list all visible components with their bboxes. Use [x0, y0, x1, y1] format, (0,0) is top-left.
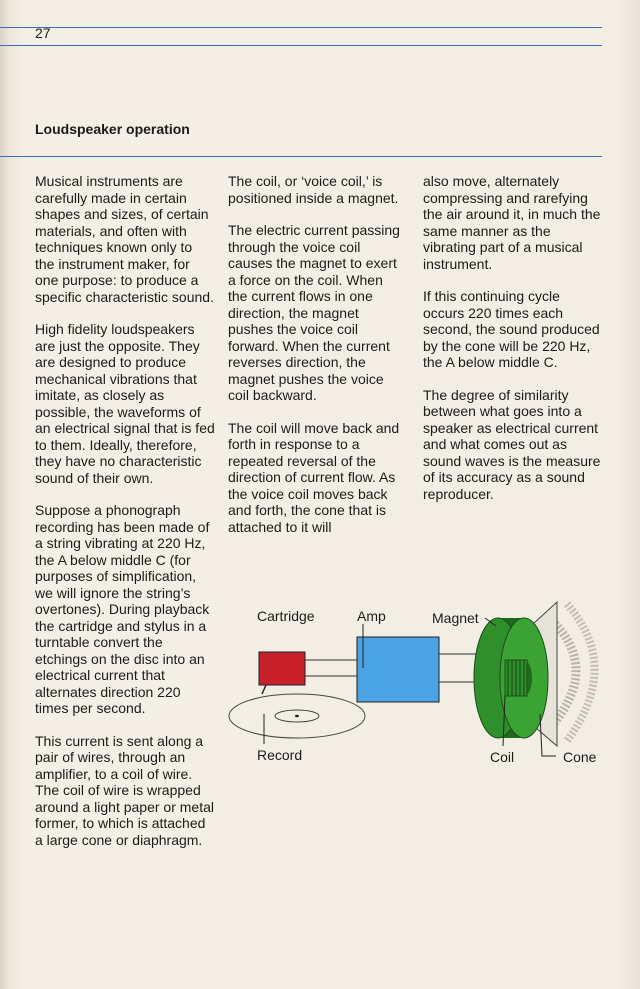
- loudspeaker-diagram: [222, 596, 612, 776]
- title-rule: [0, 156, 602, 157]
- paragraph: The degree of similarity between what goes into a speaker as electrical current and what comes out as sound waves is the measure of its accuracy as a sound reproducer.: [423, 386, 601, 502]
- label-cone: Cone: [563, 749, 597, 765]
- label-record: Record: [257, 747, 303, 763]
- label-cartridge: Cartridge: [257, 608, 315, 624]
- record-disc: [229, 694, 365, 738]
- text-column-2: [228, 173, 406, 551]
- header-rule: [0, 45, 602, 46]
- stylus: [262, 685, 266, 694]
- paragraph: The electric current passing through the voice coil causes the magnet to exert a force on the coil. When the current flows in one direction, the magnet pushes the voice coil forward. When the current reverses direction, the magnet pushes the voice coil backward.: [228, 222, 400, 403]
- paragraph: High fidelity loudspeakers are just the opposite. They are designed to produce mechanical vibrations that imitate, as closely as possible, the waveforms of an electrical signal that is fed to them. Ideally, therefore, they have no characteristic sound of their own.: [35, 321, 215, 486]
- paragraph: The coil, or ‘voice coil,’ is positioned inside a magnet.: [228, 173, 399, 206]
- text-column-3: [423, 173, 601, 518]
- top-rule: [0, 27, 602, 28]
- paragraph: also move, alternately compressing and rarefying the air around it, in much the same manner as the vibrating part of a musical instrument.: [423, 173, 601, 272]
- paragraph: Suppose a phonograph recording has been made of a string vibrating at 220 Hz, the A below middle C (for purposes of simplification, we will ignore the string’s overtones). During playback the cartridge and stylus in a turntable convert the etchings on the disc into an electrical current that alternates direction 220 times per second.: [35, 502, 210, 716]
- amp-block: [357, 637, 439, 702]
- voice-coil: [505, 660, 527, 696]
- label-coil: Coil: [490, 749, 515, 765]
- page-number: 27: [35, 25, 51, 41]
- paragraph: Musical instruments are carefully made in certain shapes and sizes, of certain materials, and often with techniques known only to the instrument maker, for one purpose: to produce a specific characteristic sound.: [35, 173, 214, 305]
- text-column-1: [35, 173, 215, 864]
- section-title: Loudspeaker operation: [35, 121, 190, 137]
- label-amp: Amp: [357, 608, 386, 624]
- paragraph: This current is sent along a pair of wires, through an amplifier, to a coil of wire. The coil of wire is wrapped around a light paper or metal former, to which is attached a large cone or diaphragm.: [35, 732, 214, 848]
- sound-waves: [555, 604, 595, 741]
- label-magnet: Magnet: [432, 610, 479, 626]
- paragraph: The coil will move back and forth in response to a repeated reversal of the direction of current flow. As the voice coil moves back and forth, the cone that is attached to it will: [228, 419, 400, 535]
- paragraph: If this continuing cycle occurs 220 times each second, the sound produced by the cone will be 220 Hz, the A below middle C.: [423, 288, 600, 370]
- cartridge-block: [259, 652, 305, 685]
